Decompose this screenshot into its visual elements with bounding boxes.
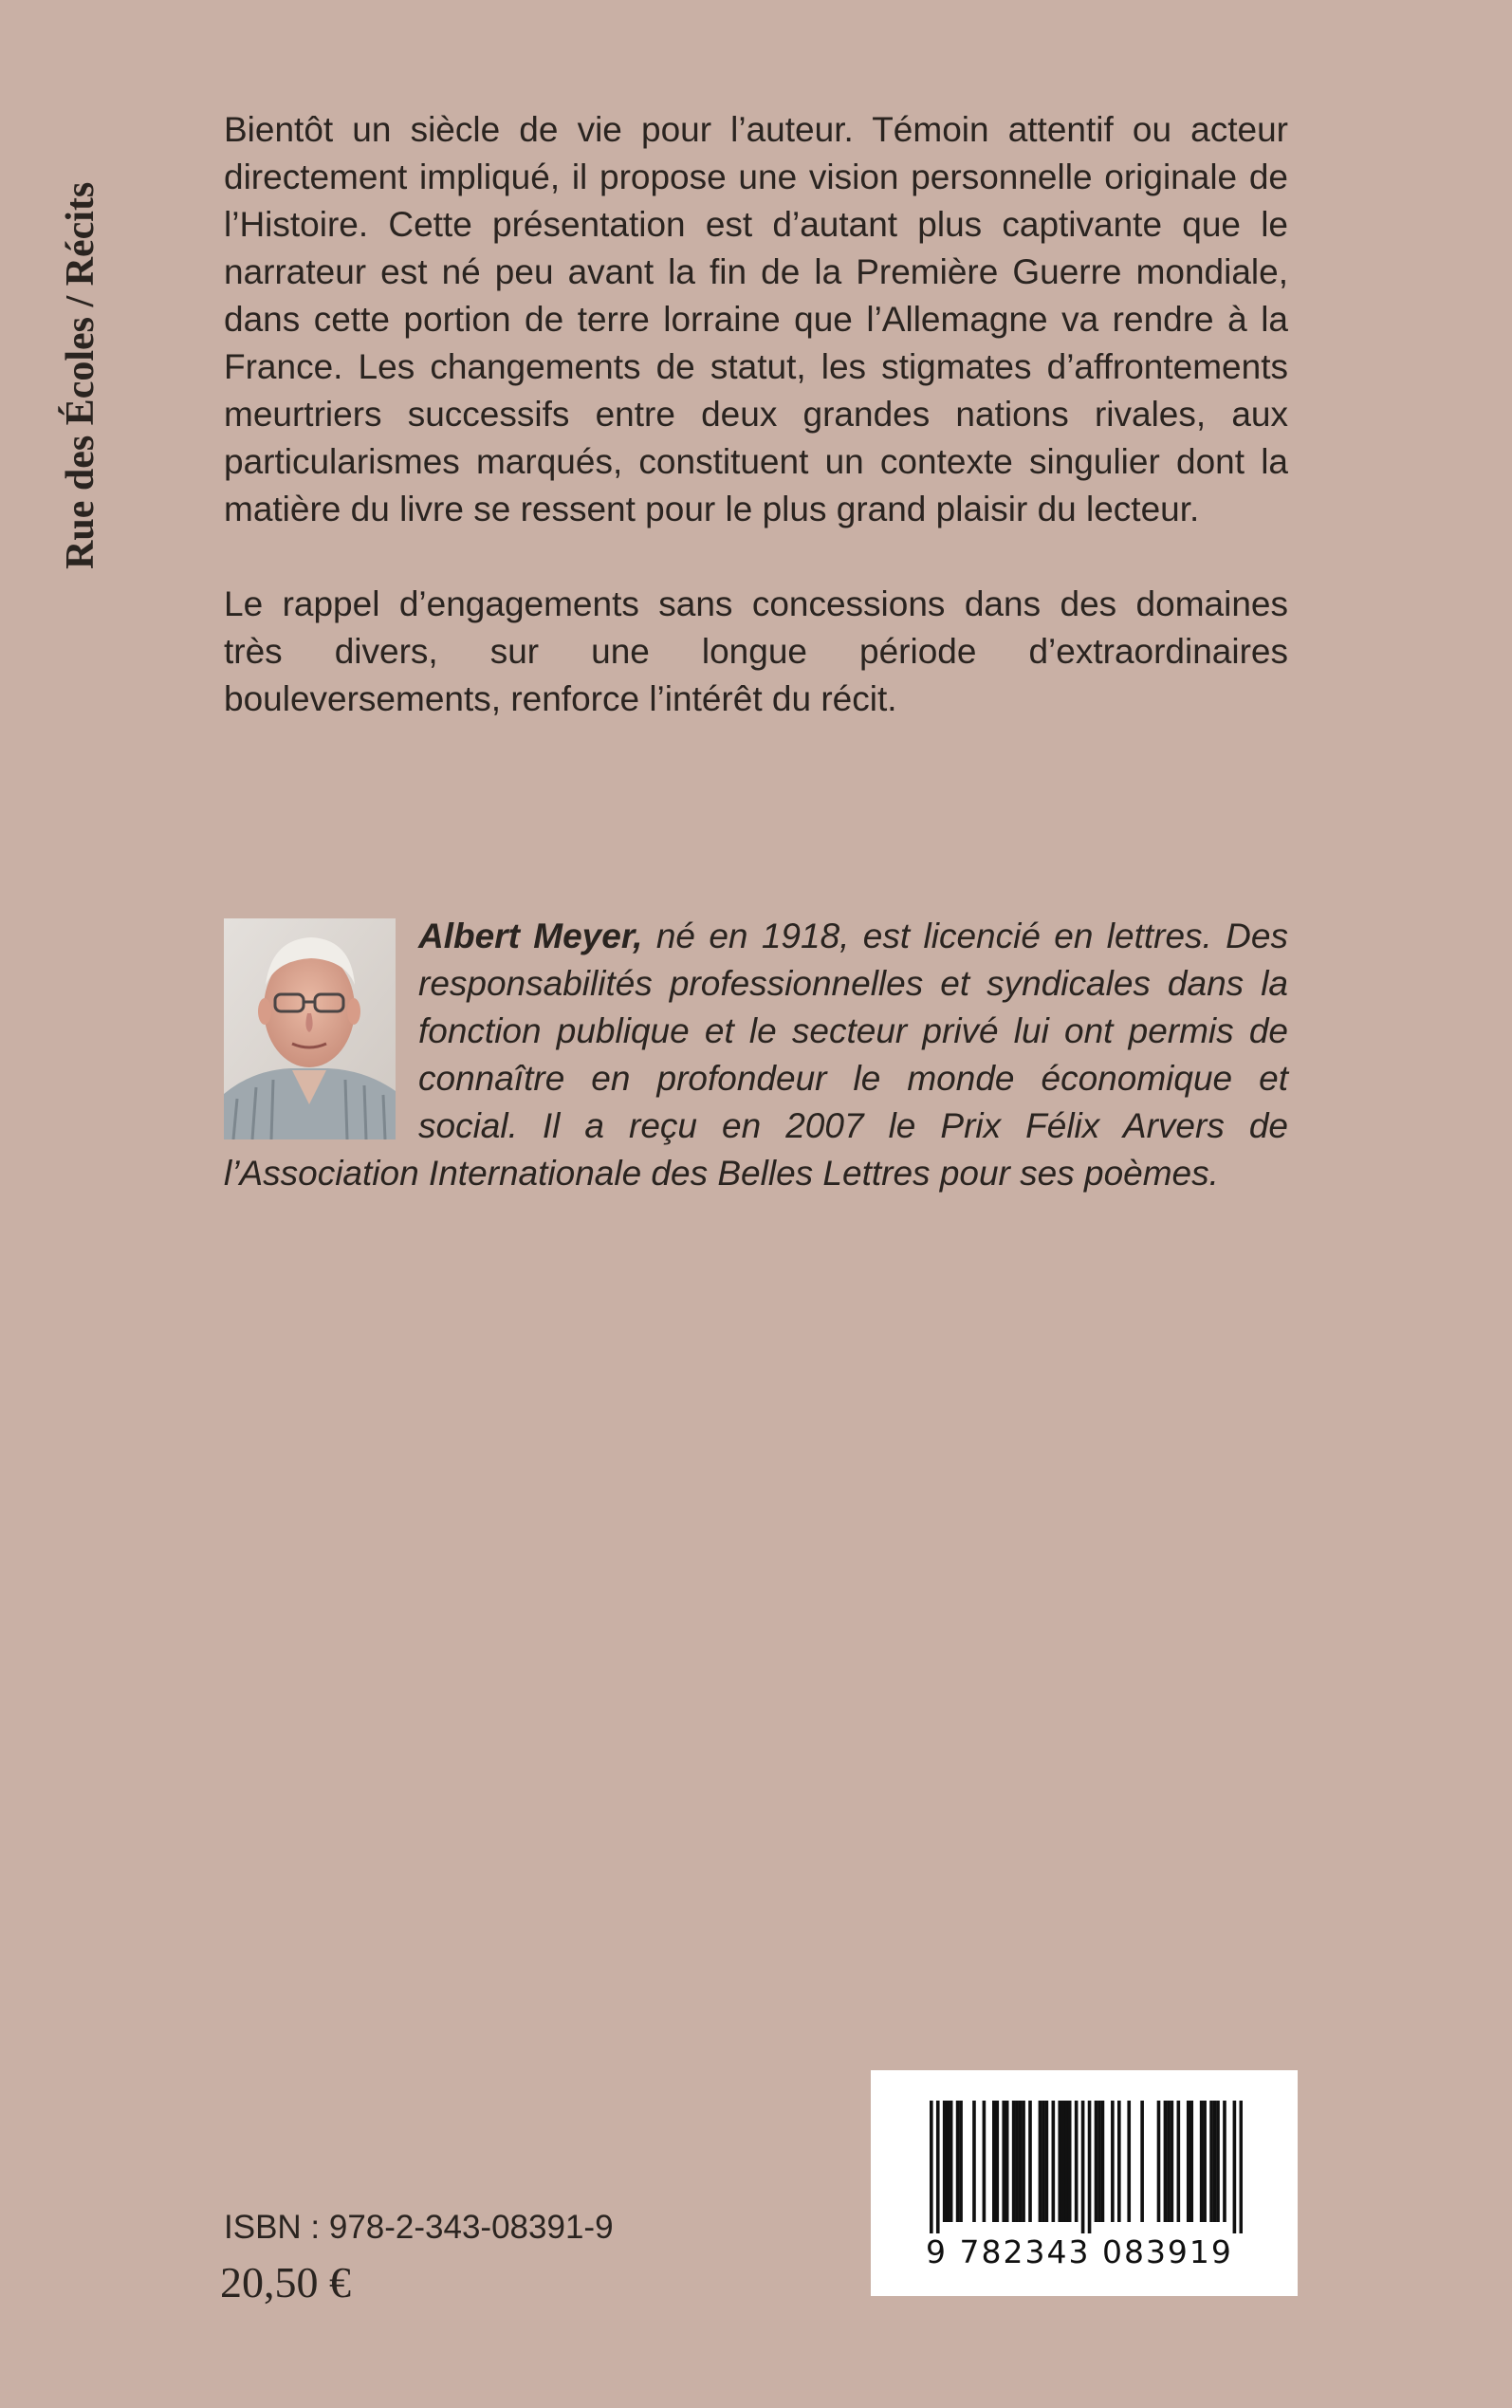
- barcode-bar: [1095, 2101, 1098, 2222]
- barcode-bar: [1019, 2101, 1023, 2222]
- barcode-bar: [1075, 2101, 1079, 2222]
- blurb-paragraph-1: Bientôt un siècle de vie pour l’auteur. Témoin attentif ou acteur directement impliqué, il propose une vision personnelle originale de l’Histoire. Cette présentation est d’autant plus captivante que le narrateur est né peu avant la fin de la Première Guerre mondiale, dans cette portion de terre lorraine que l’Allemagne va rendre à la France. Les changements de statut, les stigmates d’affrontements meurtriers successifs entre deux grandes nations rivales, aux particularismes marqués, constituent un contexte singulier dont la matière du livre se ressent pour le plus grand plaisir du lecteur.: [224, 110, 1288, 528]
- barcode-bar: [1164, 2101, 1168, 2222]
- barcode-bar: [1140, 2101, 1144, 2222]
- barcode-bar: [1002, 2101, 1005, 2222]
- barcode-bar: [1028, 2101, 1032, 2222]
- isbn-number: ISBN : 978-2-343-08391-9: [224, 2209, 614, 2246]
- barcode-bar: [950, 2101, 953, 2222]
- barcode-bar: [1223, 2101, 1226, 2222]
- barcode-bar: [930, 2101, 933, 2233]
- barcode-bar: [1203, 2101, 1207, 2222]
- barcode-bar: [1042, 2101, 1045, 2222]
- barcode-bar: [992, 2101, 996, 2222]
- blurb-paragraph-2: Le rappel d’engagements sans concessions dans des domaines très divers, sur une longue période d’extraordinaires bouleversements, renforce l’intérêt du récit.: [224, 584, 1288, 718]
- barcode-bar: [1045, 2101, 1049, 2222]
- barcode-bar: [1005, 2101, 1009, 2222]
- barcode-bar: [1213, 2101, 1217, 2222]
- author-photo: [224, 918, 396, 1139]
- barcode-bar: [1101, 2101, 1105, 2222]
- barcode-bar: [1064, 2101, 1068, 2222]
- barcode-bar: [1177, 2101, 1181, 2222]
- barcode-bar: [1171, 2101, 1174, 2222]
- barcode-bar: [1052, 2101, 1056, 2222]
- barcode-bar: [1233, 2101, 1237, 2233]
- barcode-bar: [1015, 2101, 1019, 2222]
- barcode-bar: [1240, 2101, 1243, 2233]
- author-bio-text: né en 1918, est licencié en lettres. Des responsabilités professionnelles et syndicales dans la fonction publique et le secteur privé lui ont permis de connaître en profondeur le monde économique et social. Il a reçu en 2007 le Prix Félix Arvers de l’Association Internationale des Belles Lettres pour ses poèmes.: [224, 917, 1288, 1193]
- barcode-bar: [983, 2101, 986, 2222]
- barcode-bar: [1200, 2101, 1204, 2222]
- barcode-bar: [1189, 2101, 1193, 2222]
- barcode-bar: [943, 2101, 947, 2222]
- back-cover-blurb: [224, 106, 1288, 770]
- barcode-bar: [936, 2101, 940, 2233]
- barcode-digits: 9 782343 083919: [926, 2233, 1233, 2270]
- barcode-bars: [930, 2101, 1243, 2233]
- barcode-bar: [946, 2101, 950, 2222]
- barcode-bar: [1088, 2101, 1092, 2233]
- barcode-bar: [972, 2101, 976, 2222]
- barcode-bar: [1117, 2101, 1121, 2222]
- barcode-bar: [1167, 2101, 1171, 2222]
- barcode-bar: [1081, 2101, 1085, 2233]
- barcode-bar: [1187, 2101, 1190, 2222]
- barcode-bar: [1068, 2101, 1072, 2222]
- price-label: 20,50 €: [220, 2258, 351, 2306]
- barcode-bar: [1209, 2101, 1213, 2222]
- barcode-bar: [995, 2101, 999, 2222]
- barcode-bar: [1058, 2101, 1061, 2222]
- barcode-bar: [1022, 2101, 1025, 2222]
- barcode-bar: [1039, 2101, 1042, 2222]
- barcode-bar: [1097, 2101, 1101, 2222]
- barcode: [871, 2070, 1298, 2296]
- barcode-bar: [1061, 2101, 1065, 2222]
- barcode-bar: [959, 2101, 963, 2222]
- barcode-bar: [1127, 2101, 1131, 2222]
- barcode-bar: [1157, 2101, 1161, 2222]
- spine-series-label: Rue des Écoles / Récits: [59, 181, 102, 569]
- barcode-bar: [1111, 2101, 1115, 2222]
- barcode-bar: [1012, 2101, 1016, 2222]
- barcode-bar: [1216, 2101, 1220, 2222]
- barcode-bar: [956, 2101, 960, 2222]
- author-name: Albert Meyer,: [418, 917, 643, 955]
